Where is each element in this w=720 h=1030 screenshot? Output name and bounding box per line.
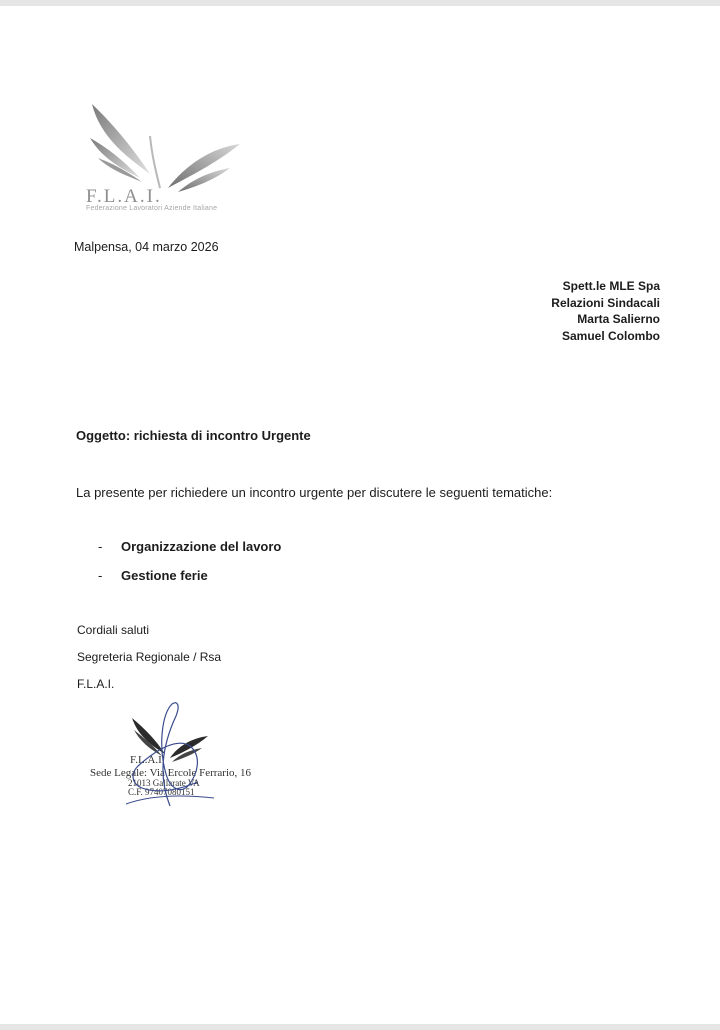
bullet-dash: - <box>98 539 103 554</box>
list-item <box>98 539 281 568</box>
recipient-line: Relazioni Sindacali <box>551 295 660 310</box>
stamp-address: Sede Legale: Via Ercole Ferrario, 16 <box>90 767 252 779</box>
letterhead-subtitle: Federazione Lavoratori Aziende Italiane <box>86 205 218 212</box>
stamp-brand: F.L.A.I. <box>130 754 165 766</box>
recipient-line: Samuel Colombo <box>561 328 660 343</box>
list-item <box>98 568 281 597</box>
bullet-dash: - <box>98 568 103 583</box>
closing-line: Cordiali saluti <box>77 623 150 637</box>
date-line: Malpensa, 04 marzo 2026 <box>74 240 219 254</box>
topic-label: Gestione ferie <box>121 568 208 583</box>
subject-line: Oggetto: richiesta di incontro Urgente <box>76 428 311 443</box>
topic-list <box>98 539 281 597</box>
stamp-tax-code: C.F. 97407080151 <box>128 787 195 797</box>
letterhead-brand: F.L.A.I. <box>86 186 162 207</box>
topic-label: Organizzazione del lavoro <box>121 539 282 554</box>
recipient-line: Marta Salierno <box>577 312 660 326</box>
handwritten-signature <box>118 696 228 816</box>
closing-line: Segreteria Regionale / Rsa <box>77 650 222 664</box>
recipient-line: Spett.le MLE Spa <box>562 279 660 293</box>
stamp-city: 21013 Gallarate VA <box>128 778 200 788</box>
letter-page <box>0 6 720 1024</box>
recipient-block <box>551 278 660 344</box>
closing-line: F.L.A.I. <box>77 677 115 691</box>
body-paragraph: La presente per richiedere un incontro urgente per discutere le seguenti tematiche: <box>76 485 553 500</box>
closing-block <box>77 623 221 704</box>
